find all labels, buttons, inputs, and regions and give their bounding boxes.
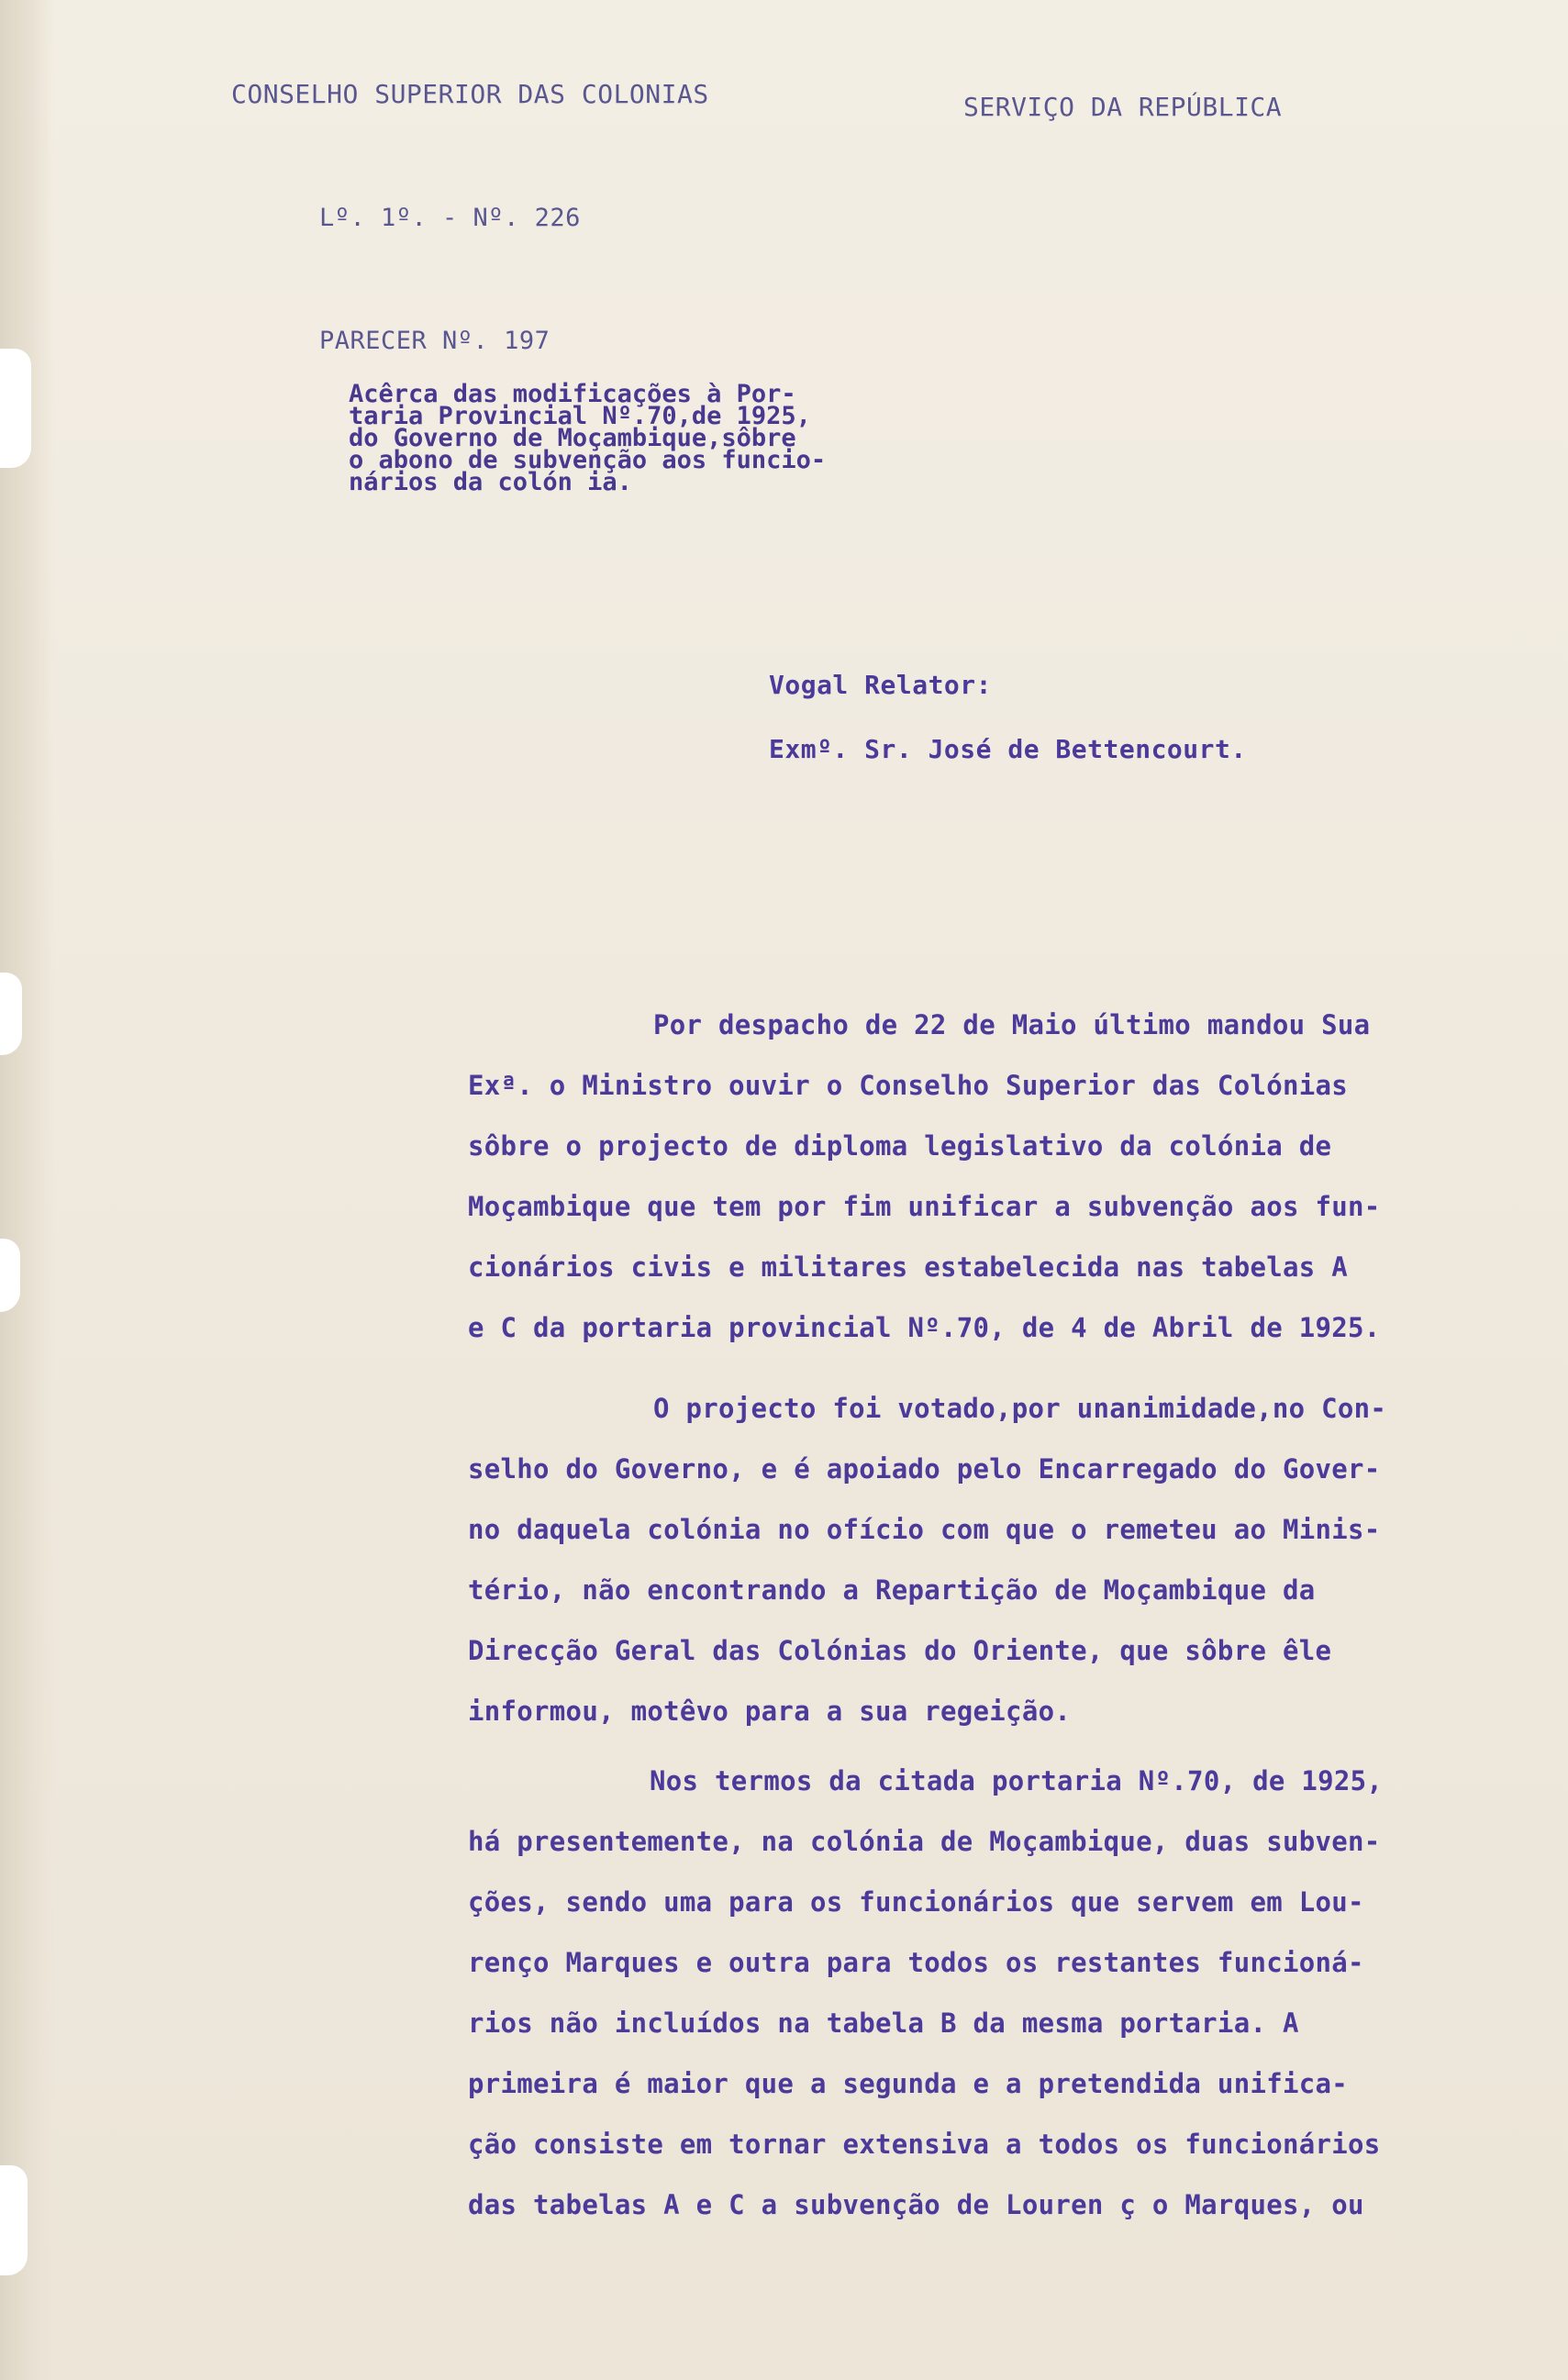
header-left: CONSELHO SUPERIOR DAS COLONIAS (231, 79, 709, 109)
parecer-number: PARECER Nº. 197 (319, 327, 550, 355)
body-line: selho do Governo, e é apoiado pelo Encarregado do Gover- (468, 1453, 1381, 1485)
paper-tear (0, 2165, 28, 2275)
body-line: primeira é maior que a segunda e a pretendida unifica- (468, 2068, 1349, 2099)
body-line: Direcção Geral das Colónias do Oriente, que sôbre êle (468, 1635, 1332, 1666)
body-line: tério, não encontrando a Repartição de Moçambique da (468, 1574, 1316, 1606)
summary-line: nários da colón ia. (349, 468, 632, 496)
body-line: cionários civis e militares estabelecida nas tabelas A (468, 1251, 1349, 1283)
body-line: e C da portaria provincial Nº.70, de 4 de Abril de 1925. (468, 1312, 1381, 1343)
body-line: Nos termos da citada portaria Nº.70, de 1925, (650, 1765, 1384, 1796)
summary-line: o abono de subvenção aos funcio- (349, 446, 827, 474)
summary-line: Acêrca das modificações à Por- (349, 380, 796, 408)
rapporteur-name: Exmº. Sr. José de Bettencourt. (769, 734, 1247, 764)
body-line: há presentemente, na colónia de Moçambique, duas subven- (468, 1826, 1381, 1857)
body-line: O projecto foi votado,por unanimidade,no Con- (653, 1393, 1387, 1424)
body-line: ção consiste em tornar extensiva a todos os funcionários (468, 2129, 1381, 2160)
body-line: informou, motêvo para a sua regeição. (468, 1696, 1072, 1727)
paper-tear (0, 1239, 20, 1312)
paper-tear (0, 349, 31, 468)
body-line: renço Marques e outra para todos os restantes funcioná- (468, 1947, 1364, 1978)
body-line: no daquela colónia no ofício com que o remeteu ao Minis- (468, 1514, 1381, 1545)
body-line: rios não incluídos na tabela B da mesma portaria. A (468, 2007, 1299, 2039)
summary-line: do Governo de Moçambique,sôbre (349, 424, 796, 452)
reference-number: Lº. 1º. - Nº. 226 (319, 204, 581, 232)
summary-line: taria Provincial Nº.70,de 1925, (349, 402, 811, 430)
body-line: Por despacho de 22 de Maio último mandou Sua (653, 1009, 1371, 1040)
paper-tear (0, 973, 22, 1055)
rapporteur-label: Vogal Relator: (769, 670, 993, 700)
body-line: ções, sendo uma para os funcionários que servem em Lou- (468, 1886, 1364, 1918)
body-line: Exª. o Ministro ouvir o Conselho Superior das Colónias (468, 1070, 1349, 1101)
body-line: das tabelas A e C a subvenção de Louren ç o Marques, ou (468, 2189, 1364, 2220)
header-right: SERVIÇO DA REPÚBLICA (963, 92, 1283, 122)
summary-block (349, 380, 827, 496)
body-line: sôbre o projecto de diploma legislativo da colónia de (468, 1130, 1332, 1162)
body-line: Moçambique que tem por fim unificar a subvenção aos fun- (468, 1191, 1381, 1222)
